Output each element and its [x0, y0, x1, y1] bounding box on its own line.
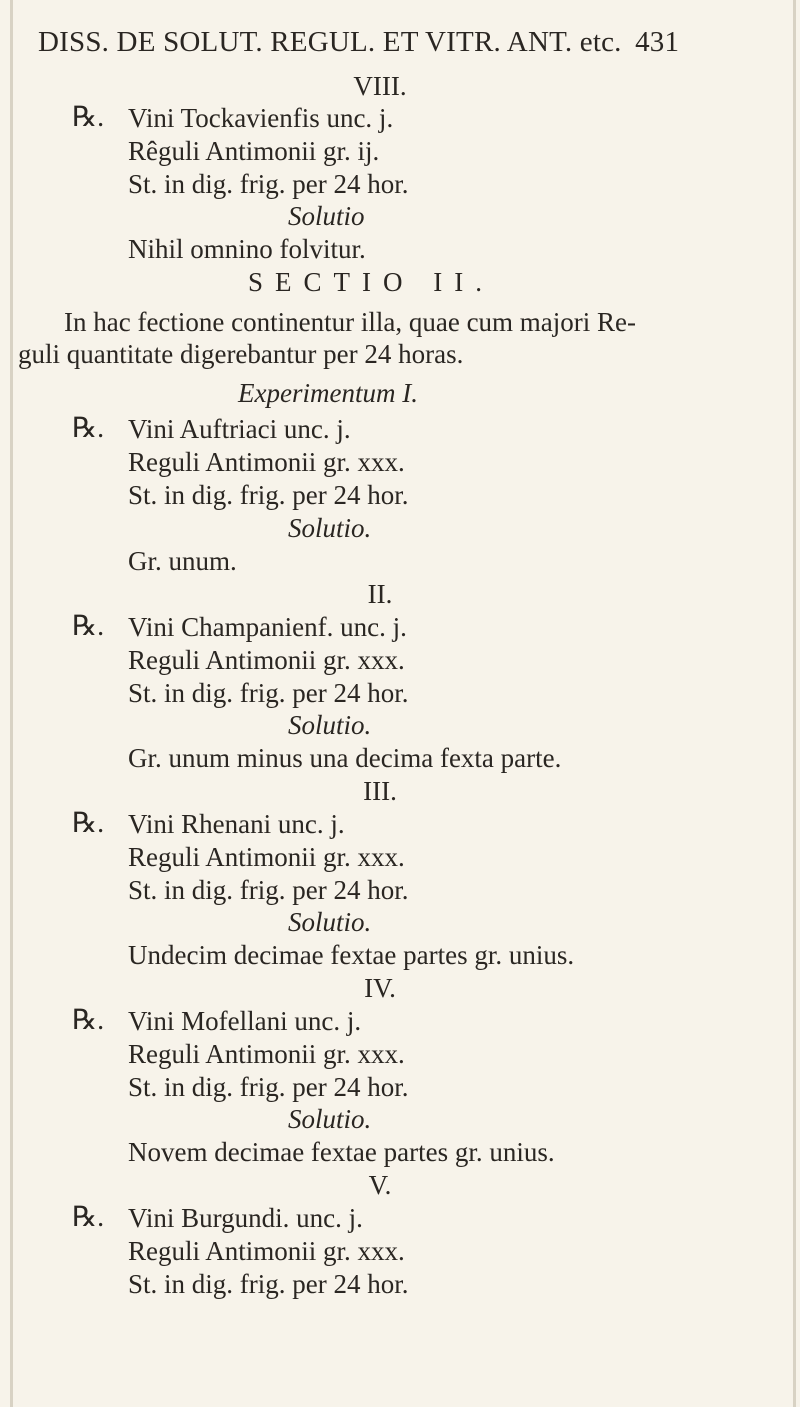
header-title: DISS. DE SOLUT. REGUL. ET VITR. ANT. etc. [38, 26, 622, 58]
section-heading: SECTIO II. [248, 267, 494, 297]
result-line: Gr. unum. [128, 546, 237, 576]
solutio-label: Solutio. [288, 1104, 372, 1134]
page-number: 431 [635, 26, 680, 58]
solutio-label: Solutio [288, 201, 365, 231]
page-right-edge [793, 0, 796, 1407]
recipe-line: Reguli Antimonii gr. xxx. [128, 645, 405, 675]
numeral-viii: VIII. [353, 71, 407, 101]
recipe-line: Reguli Antimonii gr. xxx. [128, 1039, 405, 1069]
rx-symbol: ℞. [72, 413, 105, 444]
section-intro-1: In hac fectione continentur illa, quae cum majori Re- [64, 307, 637, 337]
result-line: Gr. unum minus una decima fexta parte. [128, 743, 562, 773]
solutio-label: Solutio. [288, 907, 372, 937]
result-line: Nihil omnino folvitur. [128, 234, 366, 264]
section-intro-2: guli quantitate digerebantur per 24 horas. [18, 339, 464, 369]
recipe-line: St. in dig. frig. per 24 hor. [128, 1072, 409, 1102]
rx-symbol: ℞. [72, 102, 105, 133]
numeral-iv: IV. [364, 973, 396, 1003]
result-line: Undecim decimae fextae partes gr. unius. [128, 940, 575, 970]
solutio-label: Solutio. [288, 710, 372, 740]
recipe-line: Reguli Antimonii gr. xxx. [128, 447, 405, 477]
recipe-line: Vini Burgundi. unc. j. [128, 1203, 363, 1233]
recipe-line: Reguli Antimonii gr. xxx. [128, 842, 405, 872]
recipe-line: St. in dig. frig. per 24 hor. [128, 1269, 409, 1299]
rx-symbol: ℞. [72, 611, 105, 642]
recipe-line: St. in dig. frig. per 24 hor. [128, 169, 409, 199]
recipe-line: Vini Auftriaci unc. j. [128, 414, 351, 444]
recipe-line: Rêguli Antimonii gr. ij. [128, 136, 380, 166]
recipe-line: Vini Rhenani unc. j. [128, 809, 345, 839]
rx-symbol: ℞. [72, 1202, 105, 1233]
recipe-line: St. in dig. frig. per 24 hor. [128, 678, 409, 708]
rx-symbol: ℞. [72, 1005, 105, 1036]
running-header [38, 26, 798, 59]
recipe-line: Vini Tockavienfis unc. j. [128, 103, 394, 133]
numeral-ii: II. [367, 579, 393, 609]
recipe-line: St. in dig. frig. per 24 hor. [128, 875, 409, 905]
recipe-line: Vini Mofellani unc. j. [128, 1006, 362, 1036]
numeral-v: V. [368, 1170, 392, 1200]
recipe-line: Reguli Antimonii gr. xxx. [128, 1236, 405, 1266]
experimentum-heading: Experimentum I. [238, 378, 418, 408]
rx-symbol: ℞. [72, 808, 105, 839]
solutio-label: Solutio. [288, 513, 372, 543]
numeral-iii: III. [363, 776, 397, 806]
result-line: Novem decimae fextae partes gr. unius. [128, 1137, 555, 1167]
recipe-line: St. in dig. frig. per 24 hor. [128, 480, 409, 510]
recipe-line: Vini Champanienf. unc. j. [128, 612, 407, 642]
